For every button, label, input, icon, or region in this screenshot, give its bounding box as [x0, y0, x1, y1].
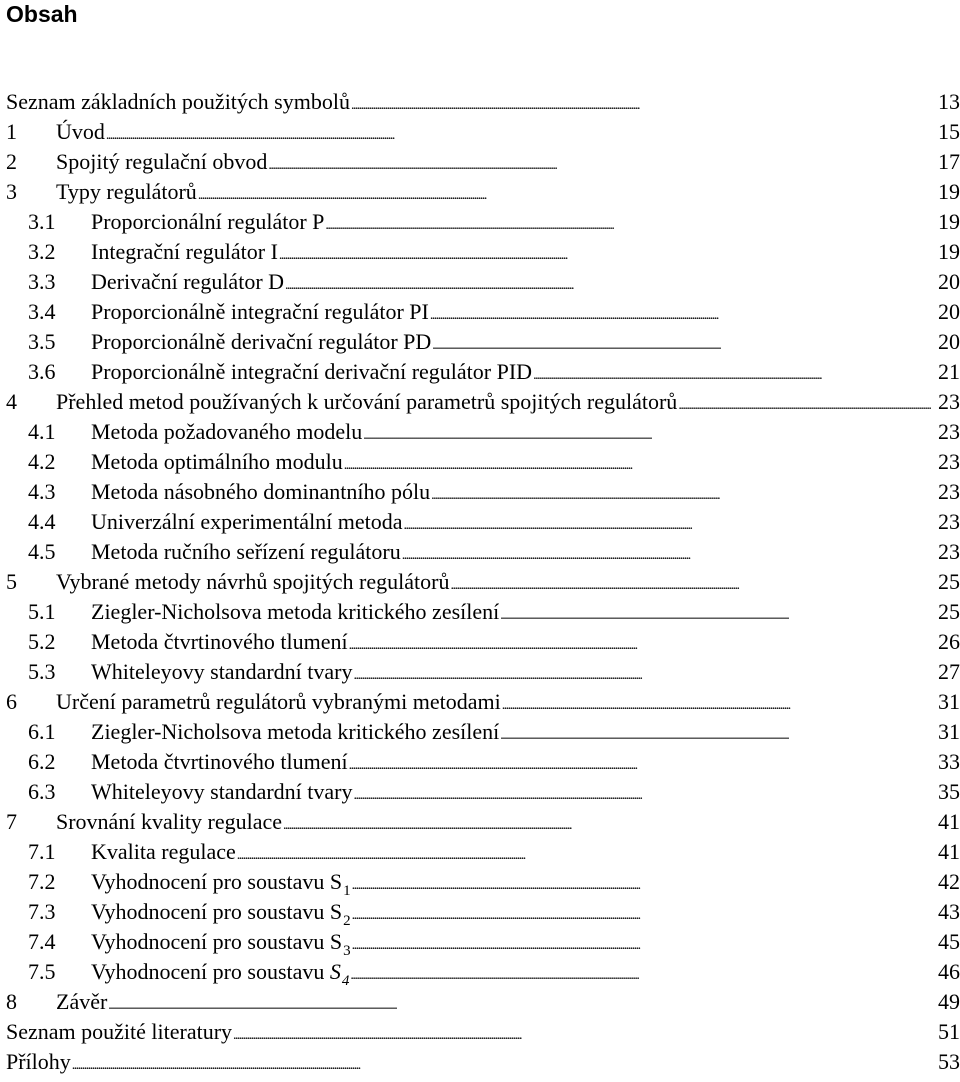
- toc-entry-title: [91, 267, 284, 297]
- toc-entry-title-text: Vyhodnocení pro soustavu S: [91, 929, 343, 954]
- toc-entry-page-number: 20: [938, 269, 960, 294]
- toc-entry-title-text: Metoda ručního seřízení regulátoru: [91, 539, 401, 564]
- dot-leader: [500, 597, 931, 631]
- toc-entry-number: 6.2: [28, 749, 56, 774]
- toc-entry[interactable]: [6, 717, 960, 747]
- toc-entry[interactable]: [6, 1017, 960, 1047]
- toc-entry-title-text: Přehled metod používaných k určování parametrů spojitých regulátorů: [56, 389, 678, 414]
- toc-entry-title-text: Proporcionálně derivační regulátor PD: [91, 329, 432, 354]
- toc-entry-subscript: 2: [343, 913, 351, 929]
- toc-entry[interactable]: [6, 627, 960, 657]
- toc-entry-title: [56, 387, 677, 417]
- toc-entry-number: 7.5: [28, 959, 56, 984]
- dot-leader: [352, 897, 931, 931]
- toc-entry-title-text: Závěr: [56, 989, 108, 1014]
- toc-entry-title: [91, 867, 351, 900]
- toc-entry-title-text: Univerzální experimentální metoda: [91, 509, 403, 534]
- toc-entry[interactable]: [6, 327, 960, 357]
- toc-entry[interactable]: [6, 387, 960, 417]
- toc-entry-page-number: 41: [938, 839, 960, 864]
- toc-entry-number: 7.4: [28, 929, 56, 954]
- toc-entry-title-text: Ziegler-Nicholsova metoda kritického zesílení: [91, 719, 500, 744]
- toc-entry-number: 2: [6, 149, 17, 174]
- dot-leader: [533, 357, 931, 391]
- toc-entry-title-text: Určení parametrů regulátorů vybranými metodami: [56, 689, 501, 714]
- toc-entry-title-text: Metoda násobného dominantního pólu: [91, 479, 431, 504]
- toc-entry-title: [91, 927, 351, 960]
- toc-entry-page-number: 19: [938, 209, 960, 234]
- toc-entry-number: 3.6: [28, 359, 56, 384]
- toc-entry-page-number: 21: [938, 359, 960, 384]
- dot-leader: [325, 207, 931, 241]
- toc-entry-title: [56, 567, 449, 597]
- dot-leader: [352, 867, 931, 901]
- dot-leader: [268, 147, 931, 181]
- dot-leader: [344, 447, 931, 481]
- toc-entry-title: [91, 447, 343, 477]
- toc-entry-page-number: 23: [938, 509, 960, 534]
- toc-entry-title-text: Metoda čtvrtinového tlumení: [91, 749, 348, 774]
- toc-entry-title: [91, 837, 236, 867]
- dot-leader: [402, 537, 931, 571]
- toc-entry-title-text: Seznam základních použitých symbolů: [6, 89, 350, 114]
- toc-entry-number: 3.1: [28, 209, 56, 234]
- toc-entry-title: [91, 747, 348, 777]
- toc-entry-title: [6, 1017, 232, 1047]
- toc-entry-title-text: Vyhodnocení pro soustavu: [91, 959, 330, 984]
- toc-entry-number: 6.3: [28, 779, 56, 804]
- toc-entry-number: 4.2: [28, 449, 56, 474]
- dot-leader: [352, 927, 931, 961]
- toc-entry-title-text: Přílohy: [6, 1049, 71, 1074]
- toc-entry-title: [91, 657, 352, 687]
- toc-entry-title: [91, 207, 324, 237]
- toc-entry-page-number: 20: [938, 329, 960, 354]
- toc-entry-page-number: 23: [938, 419, 960, 444]
- toc-entry-number: 4.5: [28, 539, 56, 564]
- toc-entry-title: [56, 147, 267, 177]
- dot-leader: [353, 657, 931, 691]
- toc-entry-title-text: Proporcionální regulátor P: [91, 209, 325, 234]
- toc-heading: Obsah: [6, 1, 78, 27]
- toc-entry[interactable]: [6, 597, 960, 627]
- dot-leader: [72, 1047, 931, 1081]
- toc-entry-page-number: 42: [938, 869, 960, 894]
- toc-entry-page-number: 26: [938, 629, 960, 654]
- toc-entry-number: 3.2: [28, 239, 56, 264]
- toc-entry[interactable]: [6, 447, 960, 477]
- toc-entry-title-text: Whiteleyovy standardní tvary: [91, 659, 353, 684]
- toc-entry-page-number: 31: [938, 719, 960, 744]
- toc-entry-number: 7.1: [28, 839, 56, 864]
- toc-entry-subscript: 3: [343, 943, 351, 959]
- toc-entry-number: 5.3: [28, 659, 56, 684]
- toc-entry-italic-symbol: S: [329, 959, 341, 984]
- toc-entry-page-number: 46: [938, 959, 960, 984]
- toc-entry-title-text: Ziegler-Nicholsova metoda kritického zesílení: [91, 599, 500, 624]
- dot-leader: [432, 327, 931, 361]
- toc-entry-title: [6, 1047, 71, 1077]
- toc-entry[interactable]: [6, 147, 960, 177]
- dot-leader: [430, 297, 931, 331]
- toc-entry[interactable]: [6, 1047, 960, 1077]
- dot-leader: [500, 717, 931, 751]
- toc-entry-title: [91, 297, 429, 327]
- toc-entry[interactable]: [6, 267, 960, 297]
- toc-entry[interactable]: [6, 207, 960, 237]
- toc-entry-title-text: Whiteleyovy standardní tvary: [91, 779, 353, 804]
- dot-leader: [285, 267, 931, 301]
- toc-entry-title-text: Integrační regulátor I: [91, 239, 278, 264]
- toc-entry[interactable]: [6, 507, 960, 537]
- toc-entry-subscript: 4: [341, 973, 350, 989]
- toc-entry-title-text: Úvod: [56, 119, 105, 144]
- dot-leader: [283, 807, 931, 841]
- dot-leader: [108, 987, 931, 1021]
- toc-entry-title-text: Vyhodnocení pro soustavu S: [91, 869, 343, 894]
- toc-entry-number: 3.5: [28, 329, 56, 354]
- toc-entry-number: 4: [6, 389, 17, 414]
- toc-entry[interactable]: [6, 417, 960, 447]
- toc-entry[interactable]: [6, 927, 960, 957]
- toc-entry[interactable]: [6, 747, 960, 777]
- toc-entry-title: [91, 777, 352, 807]
- toc-entry[interactable]: [6, 297, 960, 327]
- dot-leader: [450, 567, 931, 601]
- toc-entry-page-number: 23: [938, 479, 960, 504]
- toc-entry[interactable]: [6, 807, 960, 837]
- toc-entry-title: [91, 537, 401, 567]
- toc-entry-title: [91, 507, 403, 537]
- toc-entry[interactable]: [6, 117, 960, 147]
- toc-entry-page-number: 23: [938, 449, 960, 474]
- toc-entry-number: 3.3: [28, 269, 56, 294]
- toc-entry-number: 3: [6, 179, 17, 204]
- toc-entry-number: 5: [6, 569, 17, 594]
- toc-entry-title: [91, 327, 431, 357]
- toc-entry-title: [91, 597, 499, 627]
- toc-entry-title-text: Vybrané metody návrhů spojitých regulátorů: [56, 569, 450, 594]
- toc-entry-title: [56, 687, 501, 717]
- toc-entry[interactable]: [6, 177, 960, 207]
- toc-entry-title-text: Proporcionálně integrační regulátor PI: [91, 299, 429, 324]
- toc-entry-title: [91, 477, 430, 507]
- toc-entry-page-number: 17: [938, 149, 960, 174]
- toc-entry-title-text: Typy regulátorů: [56, 179, 197, 204]
- toc-entry[interactable]: [6, 237, 960, 267]
- toc-entry-title: [91, 237, 278, 267]
- toc-entry-title-text: Vyhodnocení pro soustavu S: [91, 899, 343, 924]
- toc-entry-title-text: Metoda čtvrtinového tlumení: [91, 629, 348, 654]
- dot-leader: [431, 477, 931, 511]
- toc-entry-number: 4.3: [28, 479, 56, 504]
- toc-entry-page-number: 27: [938, 659, 960, 684]
- dot-leader: [351, 87, 931, 121]
- toc-entry[interactable]: [6, 897, 960, 927]
- toc-entry[interactable]: [6, 957, 960, 987]
- toc-entry-number: 1: [6, 119, 17, 144]
- toc-entry-number: 4.1: [28, 419, 56, 444]
- toc-entry-page-number: 23: [938, 539, 960, 564]
- toc-entry-number: 5.2: [28, 629, 56, 654]
- toc-entry-title-text: Metoda optimálního modulu: [91, 449, 343, 474]
- toc-entry[interactable]: [6, 87, 960, 117]
- toc-entry-page-number: 15: [938, 119, 960, 144]
- toc-entry[interactable]: [6, 357, 960, 387]
- table-of-contents: [6, 87, 960, 1077]
- toc-entry[interactable]: [6, 777, 960, 807]
- toc-entry-page-number: 41: [938, 809, 960, 834]
- toc-entry-number: 8: [6, 989, 17, 1014]
- dot-leader: [349, 747, 931, 781]
- toc-entry-page-number: 25: [938, 569, 960, 594]
- dot-leader: [678, 387, 931, 421]
- toc-entry-page-number: 45: [938, 929, 960, 954]
- toc-entry-page-number: 35: [938, 779, 960, 804]
- toc-entry-title-text: Metoda požadovaného modelu: [91, 419, 363, 444]
- dot-leader: [233, 1017, 931, 1051]
- toc-entry-title: [91, 957, 349, 990]
- dot-leader: [353, 777, 931, 811]
- toc-entry[interactable]: [6, 567, 960, 597]
- toc-entry[interactable]: [6, 837, 960, 867]
- toc-entry-title: [56, 177, 197, 207]
- toc-entry-page-number: 13: [938, 89, 960, 114]
- toc-entry-page-number: 31: [938, 689, 960, 714]
- toc-entry-page-number: 53: [938, 1049, 960, 1074]
- dot-leader: [349, 627, 931, 661]
- toc-entry-page-number: 19: [938, 239, 960, 264]
- toc-entry-title-text: Spojitý regulační obvod: [56, 149, 268, 174]
- dot-leader: [279, 237, 931, 271]
- toc-entry[interactable]: [6, 477, 960, 507]
- dot-leader: [106, 117, 931, 151]
- toc-entry-title: [91, 627, 348, 657]
- toc-entry-number: 7: [6, 809, 17, 834]
- toc-entry-title: [91, 897, 351, 930]
- toc-entry-number: 4.4: [28, 509, 56, 534]
- toc-entry-page-number: 23: [938, 389, 960, 414]
- toc-entry-title-text: Proporcionálně integrační derivační regulátor PID: [91, 359, 533, 384]
- toc-entry[interactable]: [6, 537, 960, 567]
- toc-entry-page-number: 19: [938, 179, 960, 204]
- toc-entry-page-number: 20: [938, 299, 960, 324]
- toc-entry-title-text: Kvalita regulace: [91, 839, 236, 864]
- toc-entry-title: [6, 87, 350, 117]
- dot-leader: [363, 417, 931, 451]
- toc-entry-title: [56, 987, 107, 1017]
- toc-entry-title-text: Seznam použité literatury: [6, 1019, 233, 1044]
- toc-entry-page-number: 49: [938, 989, 960, 1014]
- toc-entry-title: [91, 417, 362, 447]
- dot-leader: [404, 507, 931, 541]
- toc-entry-title: [56, 117, 105, 147]
- toc-entry-title: [56, 807, 282, 837]
- toc-entry-subscript: 1: [343, 883, 351, 899]
- toc-entry-number: 5.1: [28, 599, 56, 624]
- toc-entry[interactable]: [6, 687, 960, 717]
- dot-leader: [198, 177, 931, 211]
- toc-entry[interactable]: [6, 987, 960, 1017]
- toc-entry-title: [91, 357, 532, 387]
- dot-leader: [502, 687, 931, 721]
- toc-entry-page-number: 25: [938, 599, 960, 624]
- toc-entry-number: 7.2: [28, 869, 56, 894]
- dot-leader: [237, 837, 931, 871]
- toc-entry-number: 6: [6, 689, 17, 714]
- toc-entry-title: [91, 717, 499, 747]
- toc-entry-number: 6.1: [28, 719, 56, 744]
- toc-entry-page-number: 33: [938, 749, 960, 774]
- toc-entry[interactable]: [6, 867, 960, 897]
- toc-entry[interactable]: [6, 657, 960, 687]
- toc-entry-number: 3.4: [28, 299, 56, 324]
- toc-entry-page-number: 51: [938, 1019, 960, 1044]
- toc-entry-number: 7.3: [28, 899, 56, 924]
- dot-leader: [350, 957, 931, 991]
- toc-entry-title-text: Derivační regulátor D: [91, 269, 285, 294]
- toc-entry-title-text: Srovnání kvality regulace: [56, 809, 283, 834]
- toc-entry-page-number: 43: [938, 899, 960, 924]
